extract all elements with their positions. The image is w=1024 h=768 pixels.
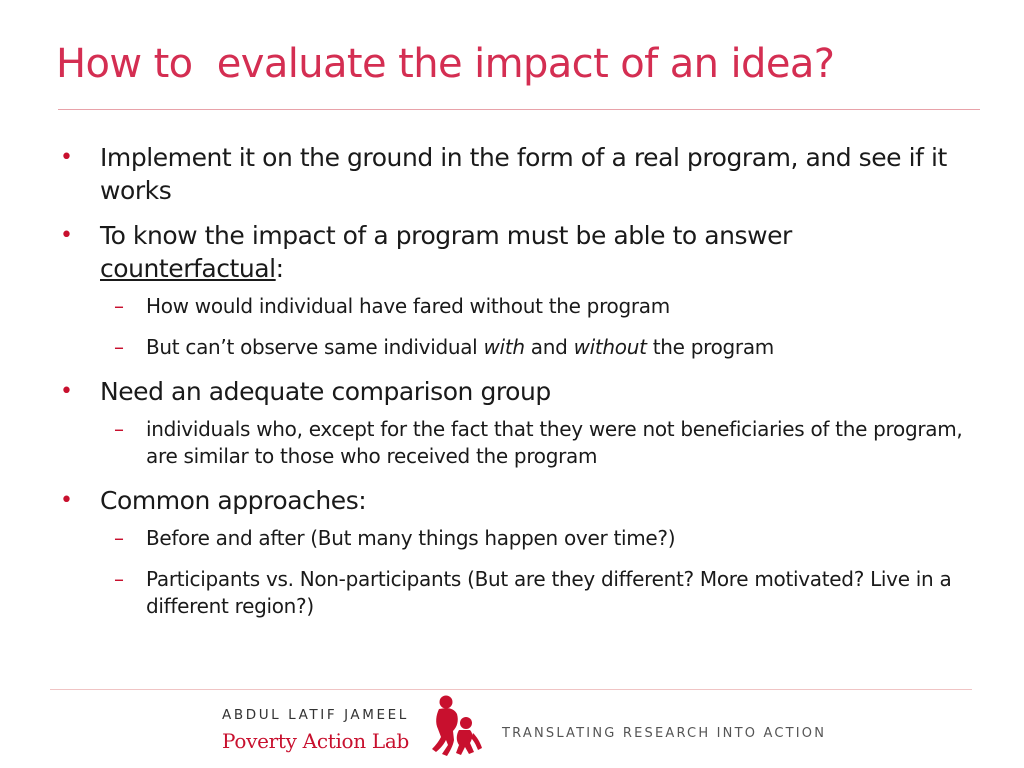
underlined-term: counterfactual bbox=[100, 254, 276, 283]
bullet-text: Common approaches: bbox=[100, 486, 367, 515]
logo-poverty-action-lab: Poverty Action Lab bbox=[222, 729, 410, 753]
subitem-text: How would individual have fared without the program bbox=[146, 294, 670, 318]
title-divider bbox=[58, 109, 980, 110]
bullet-list bbox=[60, 141, 972, 634]
italic-without: without bbox=[573, 335, 647, 359]
bullet-icon: • bbox=[60, 145, 73, 170]
subitem-text: Before and after (But many things happen over time?) bbox=[146, 526, 676, 550]
footer-divider bbox=[50, 689, 972, 690]
bullet-text: Need an adequate comparison group bbox=[100, 377, 551, 406]
italic-with: with bbox=[483, 335, 525, 359]
bullet-item-approaches bbox=[60, 484, 972, 517]
logo-abdul-latif-jameel: ABDUL LATIF JAMEEL bbox=[222, 707, 409, 723]
bullet-icon: • bbox=[60, 488, 73, 513]
dash-icon: – bbox=[114, 567, 124, 591]
subitem-text: But can’t observe same individual bbox=[146, 335, 484, 359]
subitem-text-mid: and bbox=[524, 335, 574, 359]
footer-tagline: TRANSLATING RESEARCH INTO ACTION bbox=[502, 726, 827, 741]
dash-icon: – bbox=[114, 294, 124, 318]
subitem-individuals bbox=[100, 416, 972, 470]
dash-icon: – bbox=[114, 526, 124, 550]
subitem-text: individuals who, except for the fact that they were not beneficiaries of the program, are similar to those who received the program bbox=[146, 417, 963, 468]
subitem-before-after bbox=[100, 525, 972, 552]
bullet-item-comparison-group bbox=[60, 375, 972, 408]
subitem-fared-without bbox=[100, 293, 972, 320]
subitem-participants bbox=[100, 566, 972, 620]
bullet-item-implement bbox=[60, 141, 972, 207]
bullet-text: Implement it on the ground in the form of a real program, and see if it works bbox=[100, 143, 947, 205]
subitem-text-end: the program bbox=[646, 335, 774, 359]
slide-title: How to evaluate the impact of an idea? bbox=[56, 41, 835, 87]
bullet-item-counterfactual bbox=[60, 219, 972, 285]
subitem-text: Participants vs. Non-participants (But are they different? More motivated? Live in a different region?) bbox=[146, 567, 952, 618]
dash-icon: – bbox=[114, 417, 124, 441]
subitem-cant-observe bbox=[100, 334, 972, 361]
dash-icon: – bbox=[114, 335, 124, 359]
bullet-icon: • bbox=[60, 379, 73, 404]
bullet-text: To know the impact of a program must be able to answer bbox=[100, 221, 792, 250]
children-silhouette-icon bbox=[426, 693, 486, 757]
bullet-icon: • bbox=[60, 223, 73, 248]
bullet-text-suffix: : bbox=[275, 254, 284, 283]
